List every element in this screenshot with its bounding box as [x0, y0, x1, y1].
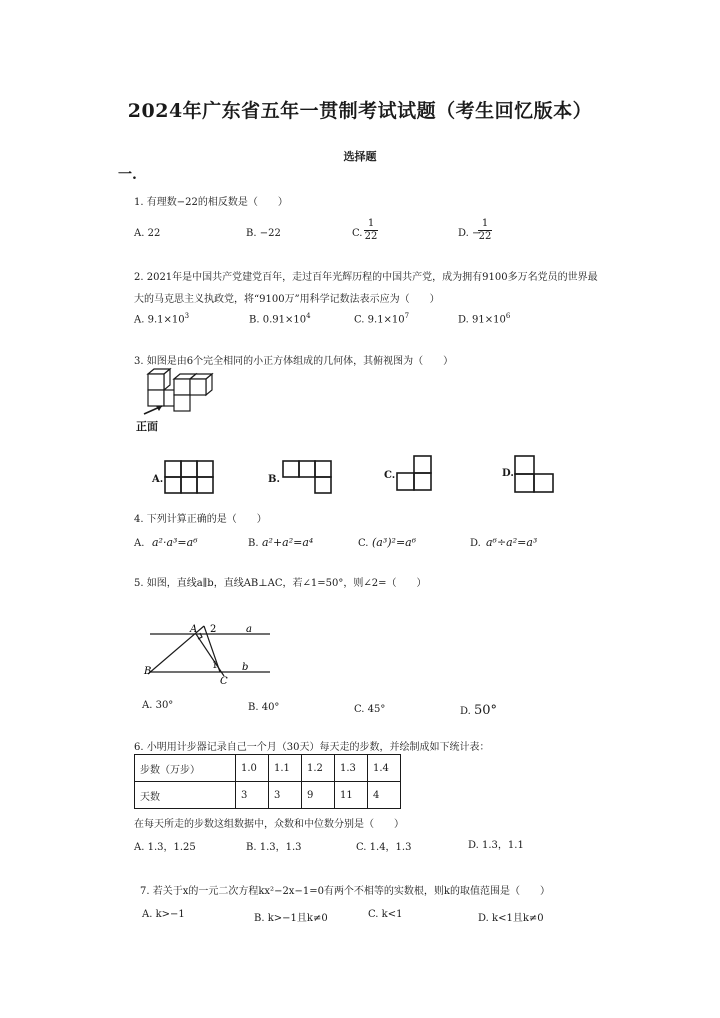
label-1: 1 [212, 661, 218, 671]
q3-option-a: A. [152, 474, 164, 485]
q1-c-denominator: 22 [364, 231, 378, 242]
q6-option-d: D. 1.3，1.1 [468, 840, 524, 851]
q3-solid-figure [134, 366, 224, 416]
table-header-steps: 步数（万步） [135, 755, 236, 782]
q2-option-b: B. $0.91\times 10^4$ [249, 312, 311, 326]
q1-option-d-fraction [478, 218, 492, 243]
table-cell: 11 [335, 782, 368, 809]
q7-option-b: B. k>−1且k≠0 [254, 913, 328, 924]
q1-d-denominator: 22 [478, 231, 492, 242]
q6-follow-up: 在每天所走的步数这组数据中，众数和中位数分别是（ ） [134, 819, 404, 830]
table-cell: 4 [368, 782, 401, 809]
q5-stem: 5. 如图，直线a∥b，直线AB⊥AC，若∠1=50°，则∠2=（ ） [134, 578, 427, 589]
table-row [135, 782, 401, 809]
table-cell: 1.1 [269, 755, 302, 782]
q3-front-label: 正面 [136, 420, 158, 433]
label-2: 2 [210, 624, 217, 635]
q6-step-table [134, 754, 401, 809]
q1-c-numerator: 1 [367, 218, 375, 229]
q3-option-d-figure [514, 455, 556, 495]
table-row [135, 755, 401, 782]
q4-option-d-expr: a⁶÷a²=a³ [486, 536, 538, 549]
q4-option-b-expr: a²+a²=a⁴ [262, 536, 314, 549]
q4-option-d-label: D. [470, 538, 481, 549]
q3-stem: 3. 如图是由6个完全相同的小正方体组成的几何体，其俯视图为（ ） [134, 356, 454, 367]
q4-option-c-label: C. [358, 538, 369, 549]
table-cell: 1.3 [335, 755, 368, 782]
page-title: 2024年广东省五年一贯制考试试题（考生回忆版本） [127, 100, 593, 122]
q4-stem: 4. 下列计算正确的是（ ） [134, 514, 267, 525]
q3-option-c: C. [384, 470, 396, 481]
q1-option-c-fraction [364, 218, 378, 243]
label-A: A [190, 624, 198, 635]
label-b: b [242, 662, 249, 673]
q2-option-d: D. $91\times 10^6$ [458, 312, 511, 326]
table-cell: 1.2 [302, 755, 335, 782]
q5-option-a: A. 30° [142, 700, 174, 711]
table-header-days: 天数 [135, 782, 236, 809]
q2-stem-line2: 大的马克思主义执政党，将“9100万”用科学记数法表示应为（ ） [134, 294, 440, 305]
q1-stem: 1. 有理数−22的相反数是（ ） [134, 197, 288, 208]
label-a: a [246, 624, 252, 635]
q7-option-d: D. k<1且k≠0 [478, 913, 544, 924]
table-cell: 9 [302, 782, 335, 809]
q1-d-numerator: 1 [481, 218, 489, 229]
q1-option-a: A. 22 [134, 228, 161, 239]
q7-option-c: C. k<1 [368, 909, 403, 920]
q3-option-c-figure [396, 455, 436, 495]
q7-option-a: A. k>−1 [142, 909, 185, 920]
q5-option-d-label: D. [460, 706, 471, 717]
q1-option-c-label: C. [352, 228, 363, 239]
q2-option-a: A. $9.1\times 10^3$ [134, 312, 190, 326]
section-heading: 选择题 [343, 150, 377, 163]
q7-stem: 7. 若关于x的一元二次方程kx²−2x−1=0有两个不相等的实数根，则k的取值范围是（ ） [140, 886, 550, 897]
q3-option-d: D. [502, 468, 514, 479]
q2-stem-line1: 2. 2021年是中国共产党建党百年，走过百年光辉历程的中国共产党，成为拥有9100多万名党员的世界最 [134, 272, 598, 283]
q3-option-b: B. [268, 474, 280, 485]
q1-option-d-label: D. − [458, 228, 481, 239]
q5-option-c: C. 45° [354, 704, 386, 715]
q6-option-a: A. 1.3，1.25 [134, 842, 196, 853]
q2-option-c: C. $9.1\times 10^7$ [354, 312, 410, 326]
q6-stem: 6. 小明用计步器记录自己一个月（30天）每天走的步数，并绘制成如下统计表： [134, 742, 490, 753]
q6-option-b: B. 1.3，1.3 [246, 842, 302, 853]
q4-option-a-label: A. [134, 538, 145, 549]
q5-option-d-value: 50° [474, 703, 498, 718]
table-cell: 3 [236, 782, 269, 809]
q4-option-b-label: B. [248, 538, 259, 549]
part-label: 一. [118, 167, 137, 183]
q3-option-b-figure [282, 460, 334, 496]
q5-geometry-figure [140, 612, 280, 688]
table-cell: 1.4 [368, 755, 401, 782]
q1-option-b: B. −22 [246, 228, 281, 239]
q4-option-c-expr: (a³)²=a⁶ [372, 536, 417, 549]
table-cell: 1.0 [236, 755, 269, 782]
q5-option-b: B. 40° [248, 702, 280, 713]
q3-option-a-figure [164, 460, 216, 496]
label-C: C [220, 676, 228, 687]
q4-option-a-expr: a²·a³=a⁶ [152, 536, 198, 549]
label-B: B [144, 666, 152, 677]
table-cell: 3 [269, 782, 302, 809]
q6-option-c: C. 1.4，1.3 [356, 842, 412, 853]
